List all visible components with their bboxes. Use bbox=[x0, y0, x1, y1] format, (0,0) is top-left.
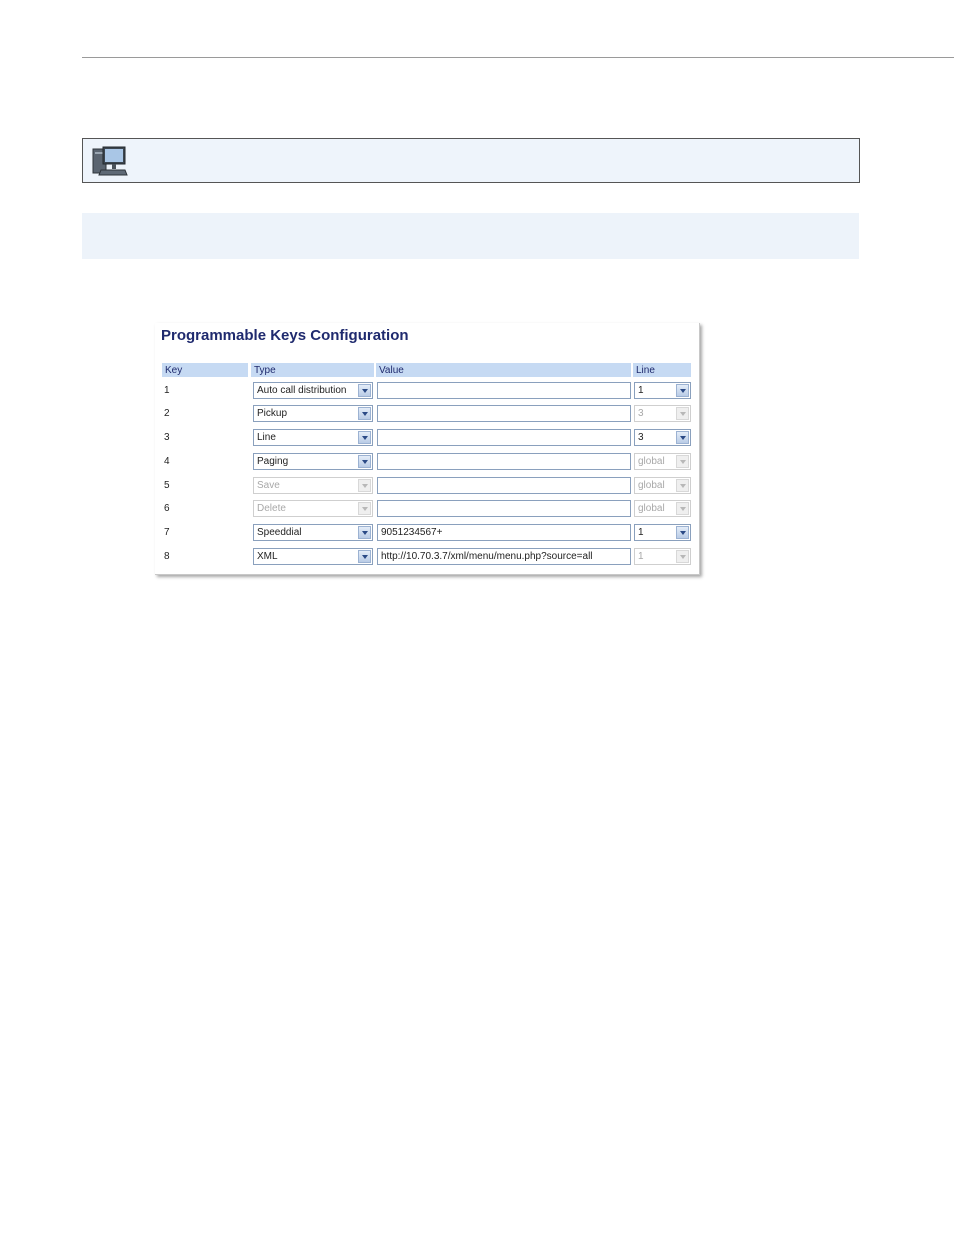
chevron-down-icon bbox=[358, 479, 371, 492]
panel-title: Programmable Keys Configuration bbox=[161, 327, 409, 344]
value-input[interactable] bbox=[377, 477, 631, 494]
line-select: global bbox=[634, 477, 691, 494]
table-row bbox=[155, 405, 699, 425]
type-select: Delete bbox=[253, 500, 373, 517]
value-input[interactable] bbox=[377, 500, 631, 517]
line-select: global bbox=[634, 453, 691, 470]
chevron-down-icon[interactable] bbox=[676, 384, 689, 397]
chevron-down-icon[interactable] bbox=[676, 526, 689, 539]
line-select[interactable]: 1 bbox=[634, 524, 691, 541]
top-rule bbox=[82, 57, 954, 58]
chevron-down-icon[interactable] bbox=[358, 550, 371, 563]
computer-icon bbox=[91, 144, 129, 178]
table-row bbox=[155, 453, 699, 473]
key-number: 8 bbox=[164, 551, 170, 562]
table-row bbox=[155, 429, 699, 449]
type-select[interactable]: Speeddial bbox=[253, 524, 373, 541]
chevron-down-icon[interactable] bbox=[358, 526, 371, 539]
line-select: global bbox=[634, 500, 691, 517]
chevron-down-icon[interactable] bbox=[358, 407, 371, 420]
chevron-down-icon bbox=[676, 479, 689, 492]
type-select: Save bbox=[253, 477, 373, 494]
line-select: 3 bbox=[634, 405, 691, 422]
key-number: 5 bbox=[164, 480, 170, 491]
note-box bbox=[82, 138, 860, 183]
table-row bbox=[155, 477, 699, 497]
table-row bbox=[155, 548, 699, 568]
value-input[interactable] bbox=[377, 405, 631, 422]
value-input[interactable]: 9051234567+ bbox=[377, 524, 631, 541]
type-select[interactable]: XML bbox=[253, 548, 373, 565]
line-select[interactable]: 1 bbox=[634, 382, 691, 399]
header-line: Line bbox=[633, 363, 691, 377]
info-band bbox=[82, 213, 859, 259]
header-value: Value bbox=[376, 363, 631, 377]
key-number: 2 bbox=[164, 408, 170, 419]
line-select: 1 bbox=[634, 548, 691, 565]
value-input[interactable] bbox=[377, 429, 631, 446]
type-select[interactable]: Line bbox=[253, 429, 373, 446]
programmable-keys-panel bbox=[155, 323, 700, 575]
chevron-down-icon[interactable] bbox=[676, 431, 689, 444]
table-row bbox=[155, 524, 699, 544]
value-input[interactable]: http://10.70.3.7/xml/menu/menu.php?source=all bbox=[377, 548, 631, 565]
line-select[interactable]: 3 bbox=[634, 429, 691, 446]
table-row bbox=[155, 500, 699, 520]
key-number: 3 bbox=[164, 432, 170, 443]
table-row bbox=[155, 382, 699, 402]
type-select[interactable]: Auto call distribution bbox=[253, 382, 373, 399]
chevron-down-icon bbox=[676, 407, 689, 420]
value-input[interactable] bbox=[377, 382, 631, 399]
header-key: Key bbox=[162, 363, 248, 377]
type-select[interactable]: Pickup bbox=[253, 405, 373, 422]
chevron-down-icon[interactable] bbox=[358, 455, 371, 468]
chevron-down-icon bbox=[676, 550, 689, 563]
key-number: 7 bbox=[164, 527, 170, 538]
key-number: 6 bbox=[164, 503, 170, 514]
key-number: 4 bbox=[164, 456, 170, 467]
chevron-down-icon bbox=[358, 502, 371, 515]
chevron-down-icon[interactable] bbox=[358, 431, 371, 444]
header-type: Type bbox=[251, 363, 374, 377]
chevron-down-icon bbox=[676, 502, 689, 515]
type-select[interactable]: Paging bbox=[253, 453, 373, 470]
chevron-down-icon[interactable] bbox=[358, 384, 371, 397]
value-input[interactable] bbox=[377, 453, 631, 470]
key-number: 1 bbox=[164, 385, 170, 396]
chevron-down-icon bbox=[676, 455, 689, 468]
